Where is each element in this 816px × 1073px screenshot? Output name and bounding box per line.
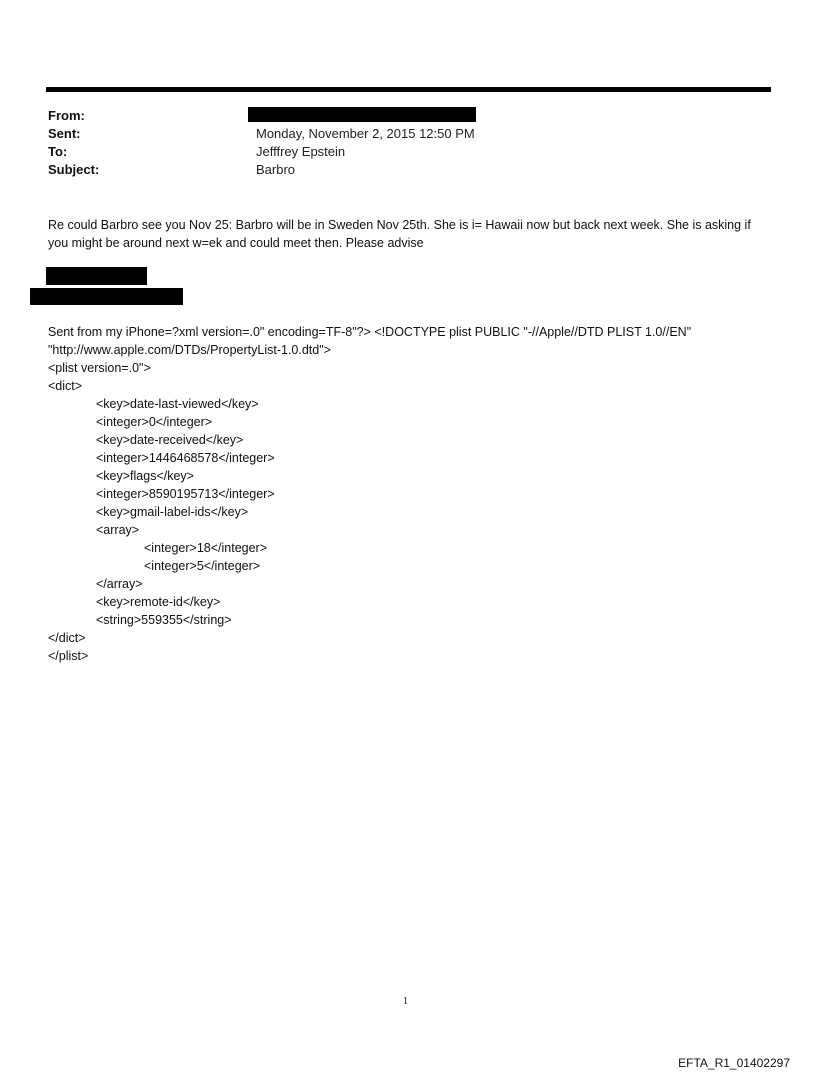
page-number: 1 <box>403 996 408 1007</box>
plist-line: <string>559355</string> <box>96 613 232 627</box>
plist-line: "http://www.apple.com/DTDs/PropertyList-1.0.dtd"> <box>48 343 331 357</box>
plist-line: <integer>5</integer> <box>144 559 261 573</box>
plist-line: <integer>1446468578</integer> <box>96 451 275 465</box>
from-label: From: <box>48 108 85 123</box>
plist-line: <key>gmail-label-ids</key> <box>96 505 249 519</box>
plist-line: <integer>18</integer> <box>144 541 268 555</box>
redaction-signature-2 <box>30 288 183 305</box>
subject-label: Subject: <box>48 162 100 177</box>
plist-line: <integer>0</integer> <box>96 415 213 429</box>
document-id: EFTA_R1_01402297 <box>678 1056 790 1070</box>
sent-value: Monday, November 2, 2015 12:50 PM <box>256 126 475 141</box>
plist-line: </dict> <box>48 631 86 645</box>
redaction-signature-1 <box>46 267 147 285</box>
to-value: Jefffrey Epstein <box>256 144 346 159</box>
message-body: Re could Barbro see you Nov 25: Barbro will be in Sweden Nov 25th. She is i= Hawaii now but back next week. She is asking if you might be around next w=ek and could meet then. Please advise <box>48 218 751 250</box>
to-label: To: <box>48 144 68 159</box>
plist-line: </array> <box>96 577 143 591</box>
plist-line: <key>flags</key> <box>96 469 194 483</box>
subject-value: Barbro <box>256 162 296 177</box>
header-rule <box>46 87 771 92</box>
plist-line: Sent from my iPhone=?xml version=.0" encoding=TF-8"?> <!DOCTYPE plist PUBLIC "-//Apple//DTD PLIST 1.0//EN" <box>48 325 692 339</box>
plist-line: <array> <box>96 523 140 537</box>
plist-line: <dict> <box>48 379 83 393</box>
plist-line: <key>remote-id</key> <box>96 595 221 609</box>
sent-label: Sent: <box>48 126 81 141</box>
plist-line: <key>date-received</key> <box>96 433 244 447</box>
plist-line: <integer>8590195713</integer> <box>96 487 275 501</box>
plist-line: <plist version=.0"> <box>48 361 151 375</box>
plist-line: <key>date-last-viewed</key> <box>96 397 259 411</box>
plist-line: </plist> <box>48 649 89 663</box>
redaction-from <box>248 107 476 122</box>
